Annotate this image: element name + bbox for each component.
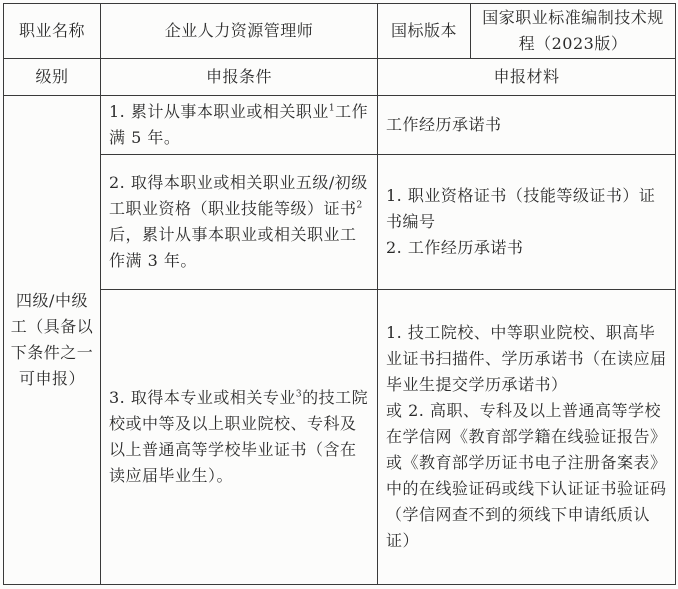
- level-header: 级别: [4, 59, 101, 96]
- conditions-header: 申报条件: [101, 59, 378, 96]
- material-item: 2. 工作经历承诺书: [386, 238, 524, 257]
- materials-cell: 工作经历承诺书: [378, 96, 676, 155]
- materials-header: 申报材料: [378, 59, 676, 96]
- condition-text: 后，累计从事本职业或相关职业工作满 3 年。: [109, 225, 357, 270]
- material-item: 1. 职业资格证书（技能等级证书）证书编号: [386, 186, 656, 231]
- standard-label: 国标版本: [378, 4, 471, 59]
- material-item: 或 2. 高职、专科及以上普通高等学校在学信网《教育部学籍在线验证报告》或《教育部学历证书电子注册备案表》中的在线验证码或线下认证证书验证码（学信网查不到的须线下申请纸质认证）: [386, 401, 667, 550]
- materials-cell: [378, 155, 676, 290]
- header-row: [4, 4, 676, 59]
- standard-value: 国家职业标准编制技术规程（2023版）: [471, 4, 676, 59]
- condition-cell: [101, 290, 378, 585]
- footnote-mark: 3: [295, 389, 303, 400]
- condition-cell: [101, 96, 378, 155]
- subheader-row: [4, 59, 676, 96]
- occupation-label: 职业名称: [4, 4, 101, 59]
- footnote-mark: 2: [356, 200, 363, 211]
- table-row: [4, 96, 676, 155]
- material-item: 1. 技工院校、中等职业院校、职高毕业证书扫描件、学历承诺书（在读应届毕业生提交学历承诺书）: [386, 323, 667, 394]
- table-row: [4, 290, 676, 585]
- level-cell: 四级/中级工（具备以下条件之一可申报）: [4, 96, 101, 585]
- footnote-mark: 1: [328, 103, 336, 114]
- qualification-table: [3, 3, 676, 585]
- condition-text: 2. 取得本职业或相关职业五级/初级工职业资格（职业技能等级）证书: [109, 173, 368, 218]
- table-row: [4, 155, 676, 290]
- materials-cell: [378, 290, 676, 585]
- condition-cell: [101, 155, 378, 290]
- condition-text: 的技工院校或中等及以上职业院校、专科及以上普通高等学校毕业证书（含在读应届毕业生）。: [109, 388, 369, 485]
- occupation-value: 企业人力资源管理师: [101, 4, 378, 59]
- condition-text: 3. 取得本专业或相关专业: [109, 388, 296, 407]
- condition-text: 工作满 5 年。: [109, 102, 369, 147]
- condition-text: 1. 累计从事本职业或相关职业: [109, 102, 329, 121]
